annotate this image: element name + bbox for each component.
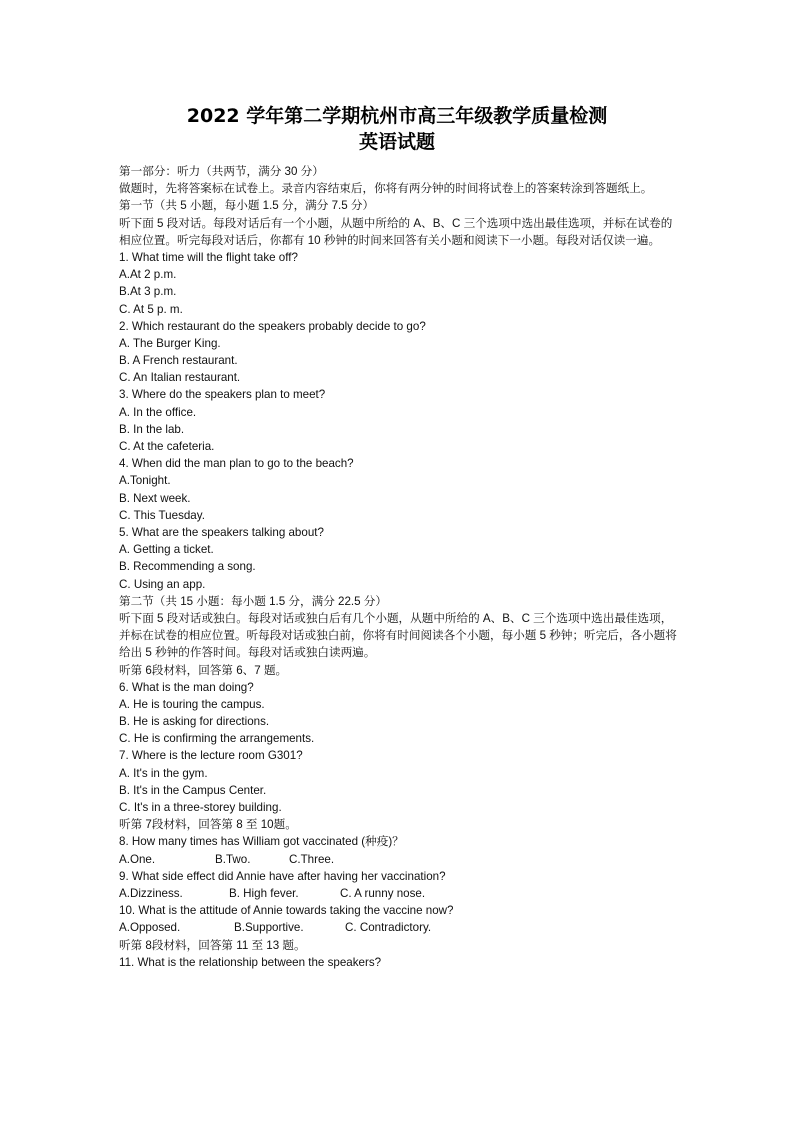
- option-c: C.Three.: [289, 852, 335, 866]
- option-c: C. A runny nose.: [340, 886, 426, 900]
- question-stem: 3. Where do the speakers plan to meet?: [119, 388, 326, 402]
- question-stem: 10. What is the attitude of Annie towards taking the vaccine now?: [119, 904, 454, 918]
- option-a: A.One.: [119, 852, 156, 866]
- option-a: A.Tonight.: [119, 474, 171, 488]
- section2-heading: 第二节（共 15 小题：每小题 1.5 分，满分 22.5 分）: [119, 594, 387, 608]
- option-c: C. This Tuesday.: [119, 508, 205, 522]
- option-a: A. The Burger King.: [119, 336, 221, 350]
- option-b: B.At 3 p.m.: [119, 285, 177, 299]
- option-a: A. He is touring the campus.: [119, 697, 265, 711]
- option-c: C. At 5 p. m.: [119, 302, 183, 316]
- question-stem: 4. When did the man plan to go to the beach?: [119, 457, 354, 471]
- question-stem: 2. Which restaurant do the speakers probably decide to go?: [119, 319, 426, 333]
- option-a: A.At 2 p.m.: [119, 268, 177, 282]
- material-intro: 听第 6段材料，回答第 6、7 题。: [119, 663, 288, 677]
- part1-instructions: 做题时，先将答案标在试卷上。录音内容结束后，你将有两分钟的时间将试卷上的答案转涂到答题纸上。: [119, 182, 653, 196]
- option-b: B. It's in the Campus Center.: [119, 783, 267, 797]
- question-stem: 6. What is the man doing?: [119, 680, 254, 694]
- option-b: B. Recommending a song.: [119, 560, 256, 574]
- option-a: A. Getting a ticket.: [119, 543, 214, 557]
- question-stem: 11. What is the relationship between the speakers?: [119, 955, 382, 969]
- option-c: C. Using an app.: [119, 577, 206, 591]
- option-b: B.Supportive.: [234, 921, 304, 935]
- option-a: A. It's in the gym.: [119, 766, 208, 780]
- option-c: C. An Italian restaurant.: [119, 371, 241, 385]
- option-b: B. Next week.: [119, 491, 191, 505]
- part1-heading: 第一部分：听力（共两节，满分 30 分）: [119, 165, 324, 178]
- option-b: B.Two.: [215, 852, 251, 866]
- option-a: A.Dizziness.: [119, 886, 183, 900]
- exam-subtitle: 英语试题: [358, 131, 435, 153]
- option-b: B. In the lab.: [119, 422, 185, 436]
- option-c: C. It's in a three-storey building.: [119, 801, 282, 815]
- option-c: C. At the cafeteria.: [119, 440, 215, 454]
- question-stem: 1. What time will the flight take off?: [119, 250, 298, 264]
- section1-instructions: 听下面 5 段对话。每段对话后有一个小题，从题中所给的 A、B、C 三个选项中选出最佳选项，并标在试卷的相应位置。听完每段对话后，你都有 10 秒钟的时间来回答有关小题和阅读下一小题。每段对话仅读一遍。: [119, 216, 673, 247]
- question-stem: 5. What are the speakers talking about?: [119, 525, 324, 539]
- option-c: C. Contradictory.: [345, 921, 432, 935]
- option-b: B. He is asking for directions.: [119, 715, 270, 729]
- exam-content: [119, 163, 679, 971]
- option-b: B. A French restaurant.: [119, 354, 238, 368]
- exam-title: 2022 学年第二学期杭州市高三年级教学质量检测: [186, 105, 608, 127]
- question-stem: 8. How many times has William got vaccinated (种疫)？: [119, 835, 404, 849]
- material-intro: 听第 7段材料，回答第 8 至 10题。: [119, 818, 297, 832]
- option-a: A.Opposed.: [119, 921, 181, 935]
- option-b: B. High fever.: [229, 886, 299, 900]
- section1-heading: 第一节（共 5 小题，每小题 1.5 分，满分 7.5 分）: [119, 199, 375, 213]
- material-intro: 听第 8段材料，回答第 11 至 13 题。: [119, 938, 306, 952]
- question-stem: 7. Where is the lecture room G301?: [119, 749, 303, 763]
- option-c: C. He is confirming the arrangements.: [119, 732, 315, 746]
- option-row: [119, 885, 679, 902]
- question-stem: 9. What side effect did Annie have after having her vaccination?: [119, 869, 446, 883]
- section2-instructions: 听下面 5 段对话或独白。每段对话或独白后有几个小题，从题中所给的 A、B、C 三个选项中选出最佳选项，并标在试卷的相应位置。听每段对话或独白前，你将有时间阅读各个小题，每小题 5 秒钟；听完后，各小题将给出 5 秒钟的作答时间。每段对话或独白读两遍。: [119, 611, 677, 660]
- option-a: A. In the office.: [119, 405, 197, 419]
- option-row: [119, 919, 679, 936]
- option-row: [119, 851, 679, 868]
